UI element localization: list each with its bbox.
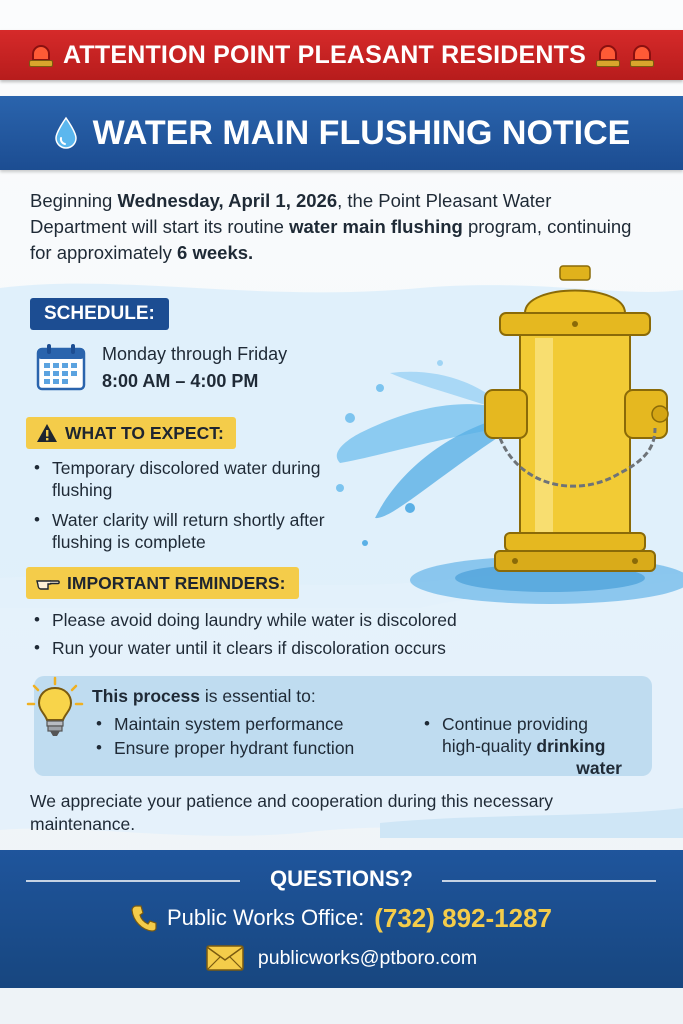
intro-text: program, continuing for approximately xyxy=(30,216,632,263)
notice-title: WATER MAIN FLUSHING NOTICE xyxy=(92,113,631,152)
appreciation-text: We appreciate your patience and cooperation during this necessary maintenance. xyxy=(30,791,554,834)
process-intro xyxy=(92,686,316,707)
list-item: • Please avoid doing laundry while water is discolored xyxy=(30,609,650,631)
process-bold: This process xyxy=(92,686,200,706)
important-reminders-heading xyxy=(26,567,299,599)
attention-banner xyxy=(0,30,683,80)
schedule-heading: SCHEDULE: xyxy=(30,298,169,330)
process-right-line xyxy=(442,735,640,757)
warning-icon xyxy=(36,423,58,443)
list-item: • Maintain system performance xyxy=(92,713,412,735)
process-right-bold: drinking xyxy=(536,736,606,756)
schedule-days: Monday through Friday xyxy=(102,344,288,364)
process-right-bold: water xyxy=(576,758,622,778)
reminders-list xyxy=(30,609,650,665)
light-bulb-icon xyxy=(26,676,84,740)
process-right-line: Continue providing xyxy=(442,714,588,734)
program-name: water main flushing xyxy=(289,216,463,237)
list-item: • Ensure proper hydrant function xyxy=(92,737,412,759)
siren-icon xyxy=(630,42,654,68)
what-to-expect-heading xyxy=(26,417,236,449)
calendar-icon xyxy=(36,343,86,391)
important-reminders-label: IMPORTANT REMINDERS: xyxy=(67,572,286,593)
start-date: Wednesday, April 1, 2026 xyxy=(117,190,338,211)
pointing-hand-icon xyxy=(36,575,60,591)
list-item: • Water clarity will return shortly after flushing is complete xyxy=(30,509,330,553)
what-to-expect-label: WHAT TO EXPECT: xyxy=(65,422,224,443)
phone-label: Public Works Office: xyxy=(166,905,365,930)
program-duration: 6 weeks. xyxy=(177,242,254,263)
intro-text: , the Point Pleasant Water Department will start its routine xyxy=(30,190,552,237)
schedule-hours: 8:00 AM – 4:00 PM xyxy=(102,371,259,391)
process-list-right xyxy=(420,713,640,779)
phone-number[interactable]: (732) 892-1287 xyxy=(374,902,553,933)
process-rest: is essential to: xyxy=(199,686,316,706)
intro-text: Beginning xyxy=(30,190,118,211)
expect-list xyxy=(30,457,330,561)
email-address[interactable]: publicworks@ptboro.com xyxy=(257,946,478,969)
email-row xyxy=(0,943,683,973)
phone-row xyxy=(0,900,683,936)
questions-heading: QUESTIONS? xyxy=(269,866,413,891)
siren-icon xyxy=(29,42,53,68)
water-drop-icon xyxy=(53,116,79,150)
list-item: • Run your water until it clears if discoloration occurs xyxy=(30,637,650,659)
intro-paragraph xyxy=(30,188,650,266)
process-right-text: high-quality xyxy=(442,736,537,756)
envelope-icon xyxy=(206,945,244,971)
siren-icon xyxy=(596,42,620,68)
process-list-left xyxy=(92,713,412,761)
attention-text: ATTENTION POINT PLEASANT RESIDENTS xyxy=(62,40,587,69)
list-item xyxy=(420,713,640,779)
fire-hydrant-illustration xyxy=(320,258,683,618)
title-banner xyxy=(0,96,683,170)
list-item: • Temporary discolored water during flushing xyxy=(30,457,330,501)
phone-icon xyxy=(131,904,157,932)
